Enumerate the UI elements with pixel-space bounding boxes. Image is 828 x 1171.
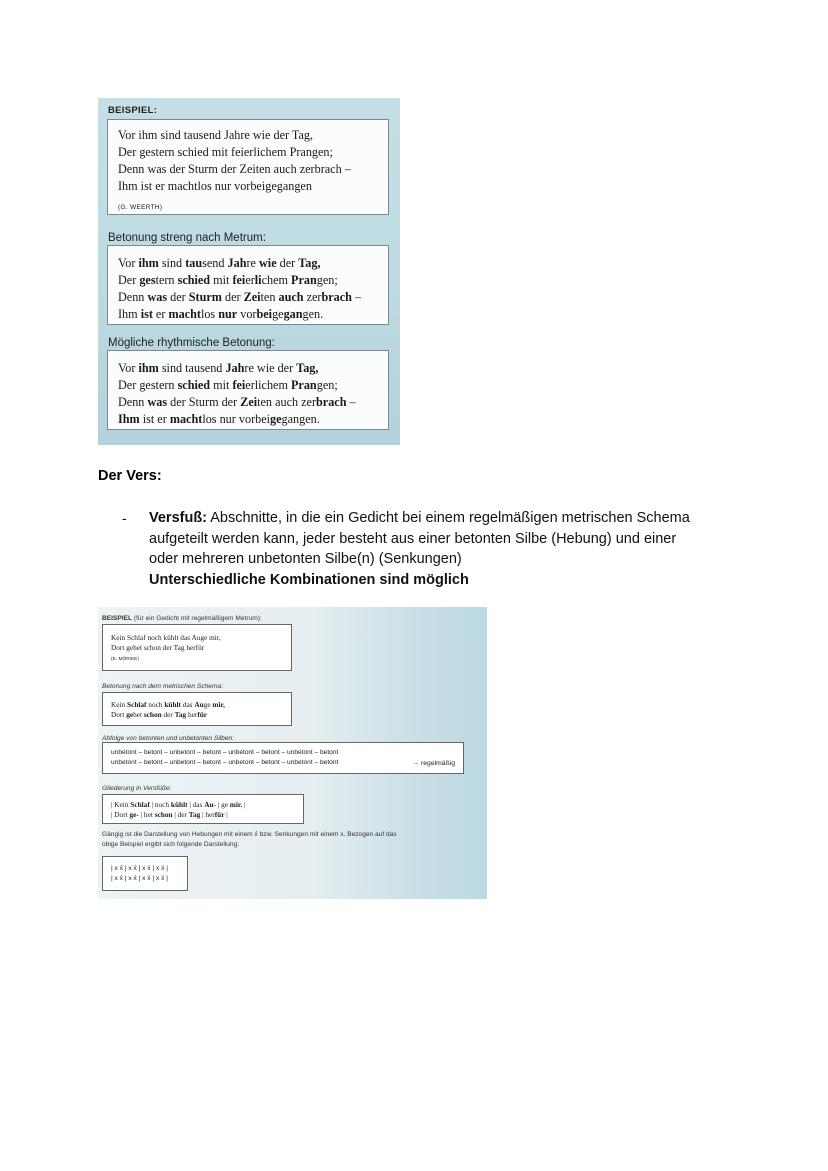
poem-box (107, 119, 389, 215)
rhythm-line: Der gestern schied mit feierlichem Prangen; (118, 378, 338, 392)
definition-bullet (149, 508, 749, 590)
example2-header: BEISPIEL (für ein Gedicht mit regelmäßigem Metrum): (102, 615, 262, 622)
sequence-line: unbetont – betont – unbetont – betont – unbetont – betont – unbetont – betont (111, 749, 339, 756)
rhythm-line: Vor ihm sind tausend Jahre wie der Tag, (118, 361, 319, 375)
poem2-line: Kein Schlaf noch kühlt das Auge mir, (111, 633, 221, 642)
rhythm-box (107, 350, 389, 430)
schema-line: Kein Schlaf noch kühlt das Auge mir, (111, 700, 225, 709)
poem-line: Vor ihm sind tausend Jahre wie der Tag, (118, 128, 314, 142)
label-schema: Betonung nach dem metrischen Schema: (102, 683, 223, 690)
sequence-line: unbetont – betont – unbetont – betont – unbetont – betont – unbetont – betont (111, 759, 339, 766)
definition-line: oder mehreren unbetonten Silbe(n) (Senkungen) (149, 551, 462, 567)
metrum-box (107, 245, 389, 325)
poem-line: Ihm ist er machtlos nur vorbeigegangen (118, 179, 312, 193)
section-heading: Der Vers: (98, 468, 162, 484)
notation-line: | x x́ | x x́ | x x́ | x x́ | (111, 875, 168, 882)
emphasis-line: Unterschiedliche Kombinationen sind möglich (149, 571, 469, 588)
sequence-box (102, 742, 464, 774)
scan-example-weerth (98, 98, 400, 445)
poem-source: (G. WEERTH) (118, 204, 163, 211)
poem-line: Denn was der Sturm der Zeiten auch zerbrach – (118, 162, 351, 176)
term: Versfuß: (149, 510, 208, 526)
feet-line: | Kein Schlaf | noch kühlt | das Au- | ge mir. | (111, 800, 246, 809)
notation-paragraph: Gängig ist die Darstellung von Hebungen mit einem x́ bzw. Senkungen mit einem x. Bezogen auf das obige Beispiel ergibt sich folgende Darstellung: (102, 831, 397, 848)
metrum-line: Vor ihm sind tausend Jahre wie der Tag, (118, 256, 321, 270)
notation-box (102, 856, 188, 891)
schema-box (102, 692, 292, 726)
bullet-dash: - (122, 510, 127, 526)
metrum-line: Denn was der Sturm der Zeiten auch zerbrach – (118, 290, 362, 304)
metrum-line: Ihm ist er machtlos nur vorbeigegangen. (118, 307, 324, 321)
definition-line: aufgeteilt werden kann, jeder besteht aus einer betonten Silbe (Hebung) und einer (149, 530, 677, 547)
example-header: BEISPIEL: (108, 105, 158, 116)
poem2-source: (E. MÖRIKE) (111, 657, 139, 662)
poem2-box (102, 624, 292, 671)
label-feet: Gliederung in Versfüße: (102, 785, 172, 792)
scan-example-moerike (98, 607, 487, 899)
poem2-line: Dort gehet schon der Tag herfür (111, 643, 205, 652)
rhythm-line: Ihm ist er machtlos nur vorbeigegangen. (118, 412, 320, 426)
notation-line: | x x́ | x x́ | x x́ | x x́ | (111, 865, 168, 872)
feet-line: | Dort ge- | het schon | der Tag | herfür | (111, 810, 228, 819)
definition-line: Versfuß: Abschnitte, in die ein Gedicht bei einem regelmäßigen metrischen Schema (149, 510, 690, 526)
metrum-line: Der gestern schied mit feierlichem Prangen; (118, 273, 338, 287)
rhythm-line: Denn was der Sturm der Zeiten auch zerbrach – (118, 395, 356, 409)
label-sequence: Abfolge von betonten und unbetonten Silben: (102, 735, 234, 742)
label-rhythm: Mögliche rhythmische Betonung: (108, 337, 275, 349)
label-metrum: Betonung streng nach Metrum: (108, 232, 266, 244)
poem-line: Der gestern schied mit feierlichem Prangen; (118, 145, 333, 159)
schema-line: Dort gehet schon der Tag herfür (111, 710, 208, 719)
sequence-note: → regelmäßig (412, 760, 455, 767)
feet-box (102, 794, 304, 824)
